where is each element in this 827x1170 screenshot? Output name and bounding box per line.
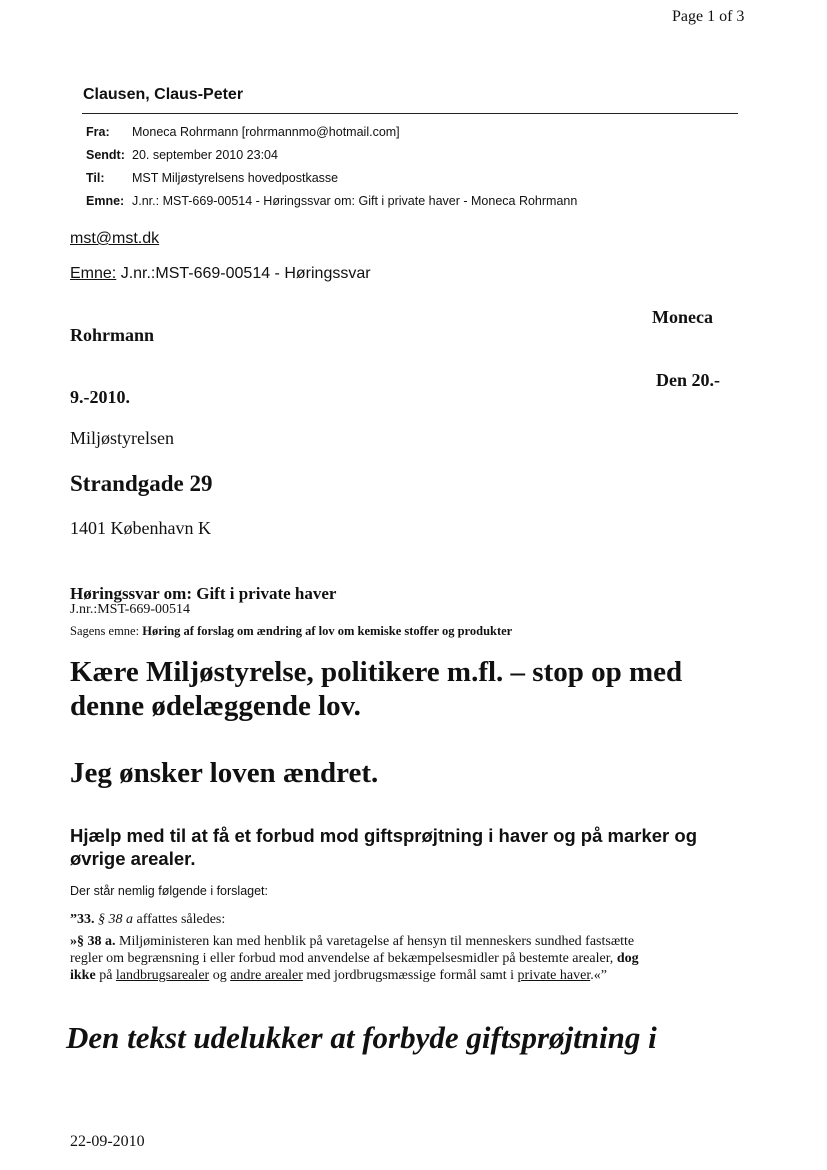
quote-number: ”33. <box>70 912 98 927</box>
quote-paragraph-ref: § 38 a <box>98 912 133 927</box>
quote-underlined-other-areas: andre arealer <box>230 968 303 983</box>
quote-line-3-bold: ikke <box>70 968 96 983</box>
subject-value: J.nr.:MST-669-00514 - Høringssvar <box>116 265 371 282</box>
meta-row-to <box>86 171 338 185</box>
meta-key: Sendt: <box>86 148 125 162</box>
email-sender-name: Clausen, Claus-Peter <box>83 86 244 103</box>
quote-body <box>70 933 639 984</box>
quote-line-2-text: regler om begrænsning i eller forbud mod anvendelse af bekæmpelsesmidler på bestemte arealer, <box>70 951 617 966</box>
meta-value: Moneca Rohrmann [rohrmannmo@hotmail.com] <box>132 125 400 139</box>
case-subject-value: Høring af forslag om ændring af lov om kemiske stoffer og produkter <box>142 624 513 638</box>
letter-date-rest: 9.-2010. <box>70 387 130 407</box>
quote-text: med jordbrugsmæssige formål samt i <box>302 968 518 983</box>
meta-value: 20. september 2010 23:04 <box>132 148 278 162</box>
intro-text: Der står nemlig følgende i forslaget: <box>70 884 269 898</box>
quote-text: og <box>209 968 231 983</box>
hearing-case-subject <box>70 624 512 639</box>
page-number: Page 1 of 3 <box>672 8 745 25</box>
help-line-1: Hjælp med til at få et forbud mod giftsprøjtning i haver og på marker og <box>70 825 697 846</box>
meta-key: Til: <box>86 171 105 185</box>
meta-key: Fra: <box>86 125 110 139</box>
sender-first-name: Moneca <box>652 307 713 327</box>
meta-row-sent <box>86 148 278 162</box>
quote-heading <box>70 912 225 928</box>
meta-key: Emne: <box>86 194 125 208</box>
quote-line-2 <box>70 950 639 967</box>
italic-statement: Den tekst udelukker at forbyde giftsprøjtning i <box>66 1020 657 1055</box>
quote-line-2-bold: dog <box>616 951 639 966</box>
meta-value: MST Miljøstyrelsens hovedpostkasse <box>132 171 339 185</box>
quote-line-1 <box>70 933 639 950</box>
quote-line-3 <box>70 967 639 984</box>
quote-underlined-farmland: landbrugsarealer <box>115 968 210 983</box>
case-subject-label: Sagens emne: <box>70 624 143 638</box>
hearing-case-number: J.nr.:MST-669-00514 <box>70 602 191 617</box>
second-headline: Jeg ønsker loven ændret. <box>70 757 379 789</box>
recipient-city: 1401 København K <box>70 518 211 538</box>
recipient-name: Miljøstyrelsen <box>70 428 174 448</box>
meta-row-subject <box>86 194 577 208</box>
headline-line-2: denne ødelæggende lov. <box>70 690 361 722</box>
quote-line-1-text: Miljøministeren kan med henblik på varetagelse af hensyn til menneskers sundhed fastsætte <box>119 934 635 949</box>
letter-subject <box>70 265 371 283</box>
letter-date-day: Den 20.- <box>656 370 720 390</box>
quote-text: på <box>95 968 116 983</box>
quote-end: .«” <box>590 968 607 983</box>
meta-value: J.nr.: MST-669-00514 - Høringssvar om: Gift i private haver - Moneca Rohrmann <box>132 194 578 208</box>
quote-underlined-private-gardens: private haver <box>517 968 591 983</box>
recipient-street: Strandgade 29 <box>70 471 213 496</box>
quote-heading-rest: affattes således: <box>133 912 226 927</box>
hearing-title: Høringssvar om: Gift i private haver <box>70 584 337 603</box>
header-divider <box>82 113 738 114</box>
headline-line-1: Kære Miljøstyrelse, politikere m.fl. – stop op med <box>70 656 683 688</box>
help-line-2: øvrige arealer. <box>70 848 196 869</box>
meta-row-from <box>86 125 400 139</box>
main-headline <box>70 655 682 723</box>
recipient-email-link[interactable]: mst@mst.dk <box>70 230 160 247</box>
help-heading <box>70 824 697 870</box>
footer-date: 22-09-2010 <box>70 1133 145 1150</box>
subject-label: Emne: <box>70 265 117 282</box>
quote-section: »§ 38 a. <box>70 934 119 949</box>
sender-last-name: Rohrmann <box>70 325 155 345</box>
